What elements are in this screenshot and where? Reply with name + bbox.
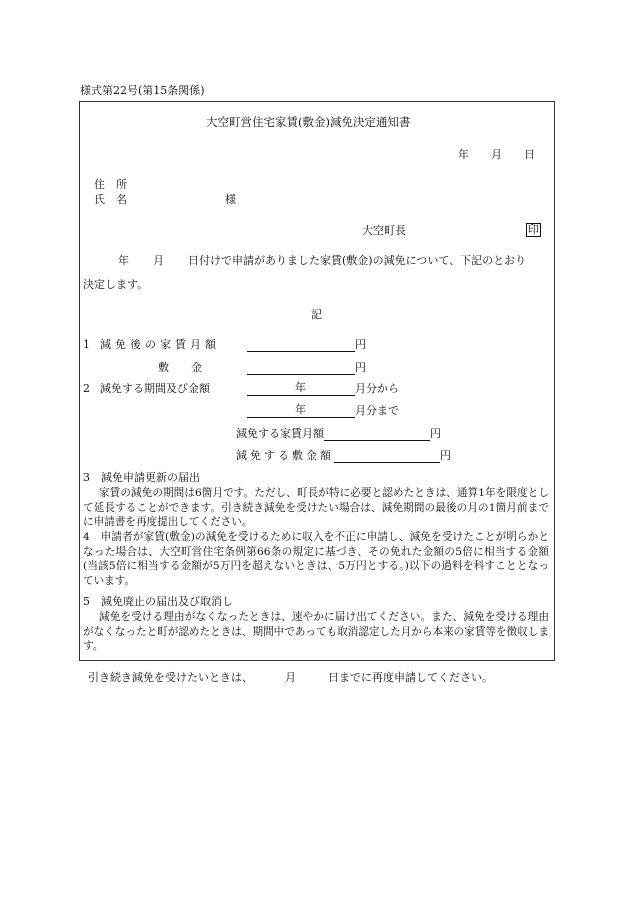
note5-heading: 5 減免廃止の届出及び取消し	[83, 595, 233, 608]
rent-reduction-unit: 円	[430, 427, 441, 440]
footer-note	[88, 671, 493, 685]
item2-label: 減免する期間及び金額	[100, 382, 210, 395]
period-year1: 年	[295, 381, 306, 394]
note4-body: 4 申請者が家賃(敷金)の減免を受けるために収入を不正に申請し、減免を受けたことが明らかとなった場合は、大空町営住宅条例第66条の規定に基づき、その免れた金額の5倍に相当する金額(当該5倍に相当する金額が5万円を超えないときは、5万円とする。)以下の過料を科すこととなっています。	[83, 531, 549, 587]
form-number: 様式第22号(第15条関係)	[80, 84, 205, 97]
rent-reduction-label: 減免する家賃月額	[236, 427, 324, 440]
footer-part3: 日までに再度申請してください。	[328, 671, 493, 684]
period-from-text: 月分から	[355, 382, 399, 395]
period-year2: 年	[295, 403, 306, 416]
date-month: 月	[491, 148, 502, 161]
document-title: 大空町営住宅家賃(敷金)減免決定通知書	[206, 115, 411, 129]
deposit-reduction-label: 減免する敷金額	[236, 449, 334, 462]
intro-text	[118, 254, 526, 268]
item1-unit: 円	[355, 338, 366, 351]
item2-number: 2	[83, 382, 90, 395]
item1-number: 1	[83, 338, 90, 351]
deposit-reduction	[236, 449, 451, 463]
ki-heading: 記	[311, 308, 322, 321]
footer-month: 月	[285, 671, 296, 684]
address-label: 住 所	[94, 178, 127, 191]
note5-body: 減免を受ける理由がなくなったときは、速やかに届け出てください。また、減免を受ける理由がなくなったと町が認めたときは、期間中であっても取消認定した月から本来の家賃等を徴収します。	[83, 611, 550, 652]
date-year: 年	[458, 148, 469, 161]
honorific: 様	[225, 193, 236, 206]
issuer-name: 大空町長	[362, 224, 406, 237]
period-from	[247, 382, 399, 396]
intro-month: 月	[153, 254, 164, 267]
item1-label: 減免後の家賃月額	[100, 338, 220, 351]
item1-value	[247, 338, 366, 352]
period-to-text: 月分まで	[355, 404, 399, 417]
item1b-label: 敷 金	[158, 361, 202, 374]
period-to	[247, 404, 399, 418]
date-day: 日	[524, 148, 535, 161]
intro-year: 年	[118, 254, 129, 267]
intro-line1: 日付けで申請がありました家賃(敷金)の減免について、下記のとおり	[188, 254, 527, 267]
item1b-value	[247, 361, 366, 375]
intro-line2: 決定します。	[83, 278, 149, 291]
footer-part1: 引き続き減免を受けたいときは、	[88, 671, 253, 684]
item1b-unit: 円	[355, 361, 366, 374]
deposit-reduction-unit: 円	[440, 449, 451, 462]
note3-body: 家賃の減免の期間は6箇月です。ただし、町長が特に必要と認めたときは、通算1年を限度として延長することができます。引き続き減免を受けたい場合は、減免期間の最後の月の1箇月前までに申請書を再度提出してください。	[83, 487, 549, 528]
date-line	[458, 148, 535, 162]
seal-mark: 印	[528, 223, 539, 236]
name-label: 氏 名	[94, 193, 127, 206]
note3-heading: 3 減免申請更新の届出	[83, 471, 200, 484]
rent-reduction	[236, 427, 441, 441]
